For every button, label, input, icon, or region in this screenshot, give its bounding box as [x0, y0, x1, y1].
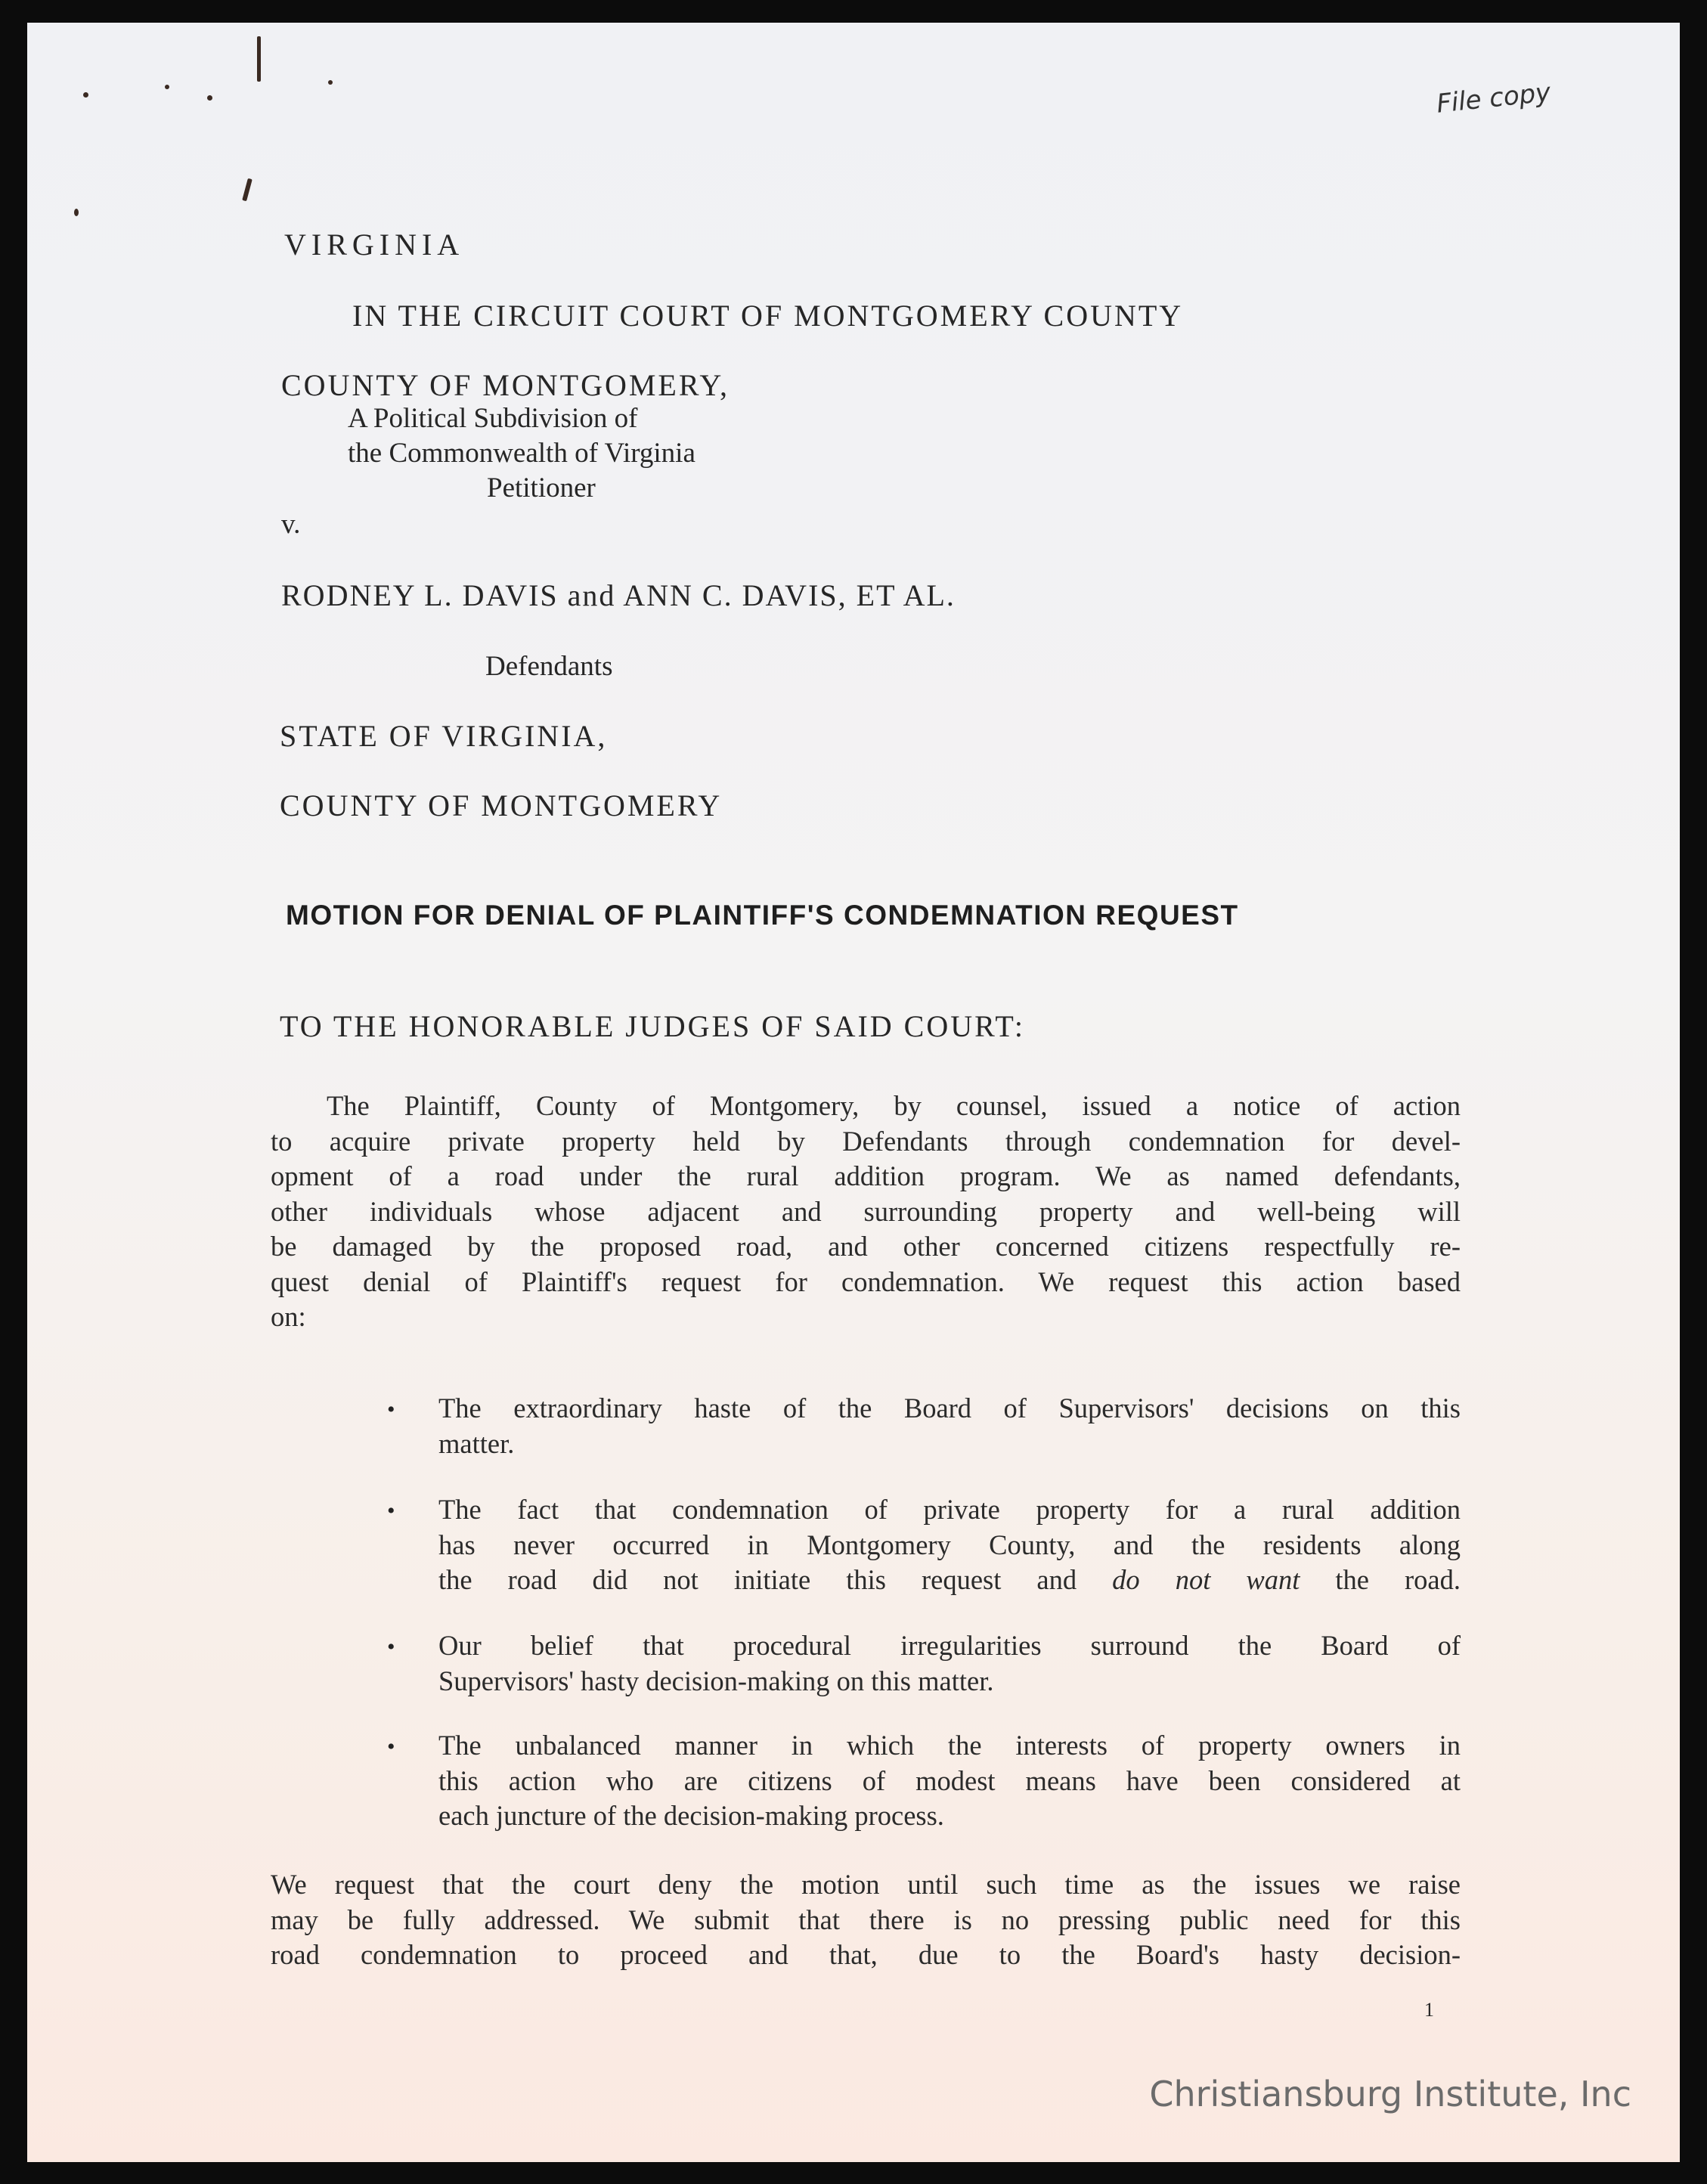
motion-title: MOTION FOR DENIAL OF PLAINTIFF'S CONDEMNATION REQUEST	[286, 900, 1239, 931]
petitioner-description-1: A Political Subdivision of	[348, 403, 638, 434]
paragraph-line: on:	[271, 1301, 306, 1332]
paper-speck	[242, 178, 252, 202]
bullet-line-suffix: the road.	[1300, 1564, 1461, 1595]
bullet-line: matter.	[438, 1427, 515, 1459]
venue-state: STATE OF VIRGINIA,	[280, 719, 608, 753]
defendants-role: Defendants	[485, 651, 613, 682]
paragraph-line: be damaged by the proposed road, and other concerned citizens respectfully re-	[271, 1231, 1461, 1262]
paragraph-line: opment of a road under the rural addition program. We as named defendants,	[271, 1160, 1461, 1191]
bullet-item	[438, 1391, 1461, 1461]
paragraph-line: road condemnation to proceed and that, due to the Board's hasty decision-	[271, 1939, 1461, 1970]
page-number: 1	[1424, 1999, 1434, 2021]
paper-speck	[165, 85, 169, 89]
paragraph-line: may be fully addressed. We submit that there is no pressing public need for this	[271, 1904, 1461, 1935]
bullet-dot: •	[387, 1734, 395, 1759]
paragraph-line: other individuals whose adjacent and surrounding property and well-being will	[271, 1195, 1461, 1227]
bullet-line: The fact that condemnation of private property for a rural addition	[438, 1494, 1461, 1525]
petitioner-description-2: the Commonwealth of Virginia	[348, 438, 696, 469]
paragraph-line: to acquire private property held by Defendants through condemnation for devel-	[271, 1125, 1461, 1157]
bullet-line-prefix: the road did not initiate this request and	[438, 1564, 1113, 1595]
salutation: TO THE HONORABLE JUDGES OF SAID COURT:	[280, 1009, 1025, 1043]
petitioner-role: Petitioner	[487, 472, 596, 503]
bullet-item	[438, 1728, 1461, 1834]
bullet-dot: •	[387, 1634, 395, 1659]
paragraph-line: We request that the court deny the motion until such time as the issues we raise	[271, 1869, 1461, 1900]
bullet-line: each juncture of the decision-making process.	[438, 1800, 944, 1831]
handwritten-file-copy-note: File copy	[1435, 77, 1553, 119]
bullet-line: The unbalanced manner in which the interests of property owners in	[438, 1730, 1461, 1761]
petitioner-name: COUNTY OF MONTGOMERY,	[281, 368, 730, 402]
emphasis-text: do not want	[1112, 1564, 1300, 1595]
bullet-line: this action who are citizens of modest means have been considered at	[438, 1764, 1461, 1796]
document-page	[27, 23, 1680, 2162]
paper-speck	[74, 209, 79, 216]
bullet-line	[438, 1563, 1461, 1598]
state-heading: VIRGINIA	[284, 228, 465, 262]
defendants-name: RODNEY L. DAVIS and ANN C. DAVIS, ET AL.	[281, 578, 956, 612]
paper-speck	[207, 95, 212, 101]
versus-label: v.	[281, 509, 301, 540]
bullet-dot: •	[387, 1397, 395, 1422]
paper-speck	[328, 80, 333, 85]
bullet-item	[438, 1492, 1461, 1598]
closing-paragraph	[271, 1867, 1461, 1973]
bullet-line: Supervisors' hasty decision-making on this matter.	[438, 1665, 994, 1696]
bullet-line: has never occurred in Montgomery County, and the residents along	[438, 1529, 1461, 1560]
paper-speck	[257, 36, 261, 82]
paper-speck	[83, 92, 88, 98]
bullet-line: Our belief that procedural irregularities surround the Board of	[438, 1630, 1461, 1661]
venue-county: COUNTY OF MONTGOMERY	[280, 788, 723, 822]
intro-paragraph	[271, 1089, 1461, 1335]
institution-watermark: Christiansburg Institute, Inc	[1149, 2074, 1631, 2114]
paragraph-line: The Plaintiff, County of Montgomery, by counsel, issued a notice of action	[327, 1090, 1461, 1121]
paragraph-line: quest denial of Plaintiff's request for condemnation. We request this action based	[271, 1265, 1461, 1297]
bullet-item	[438, 1628, 1461, 1699]
bullet-dot: •	[387, 1498, 395, 1523]
bullet-line: The extraordinary haste of the Board of Supervisors' decisions on this	[438, 1392, 1461, 1423]
court-heading: IN THE CIRCUIT COURT OF MONTGOMERY COUNTY	[352, 299, 1184, 333]
